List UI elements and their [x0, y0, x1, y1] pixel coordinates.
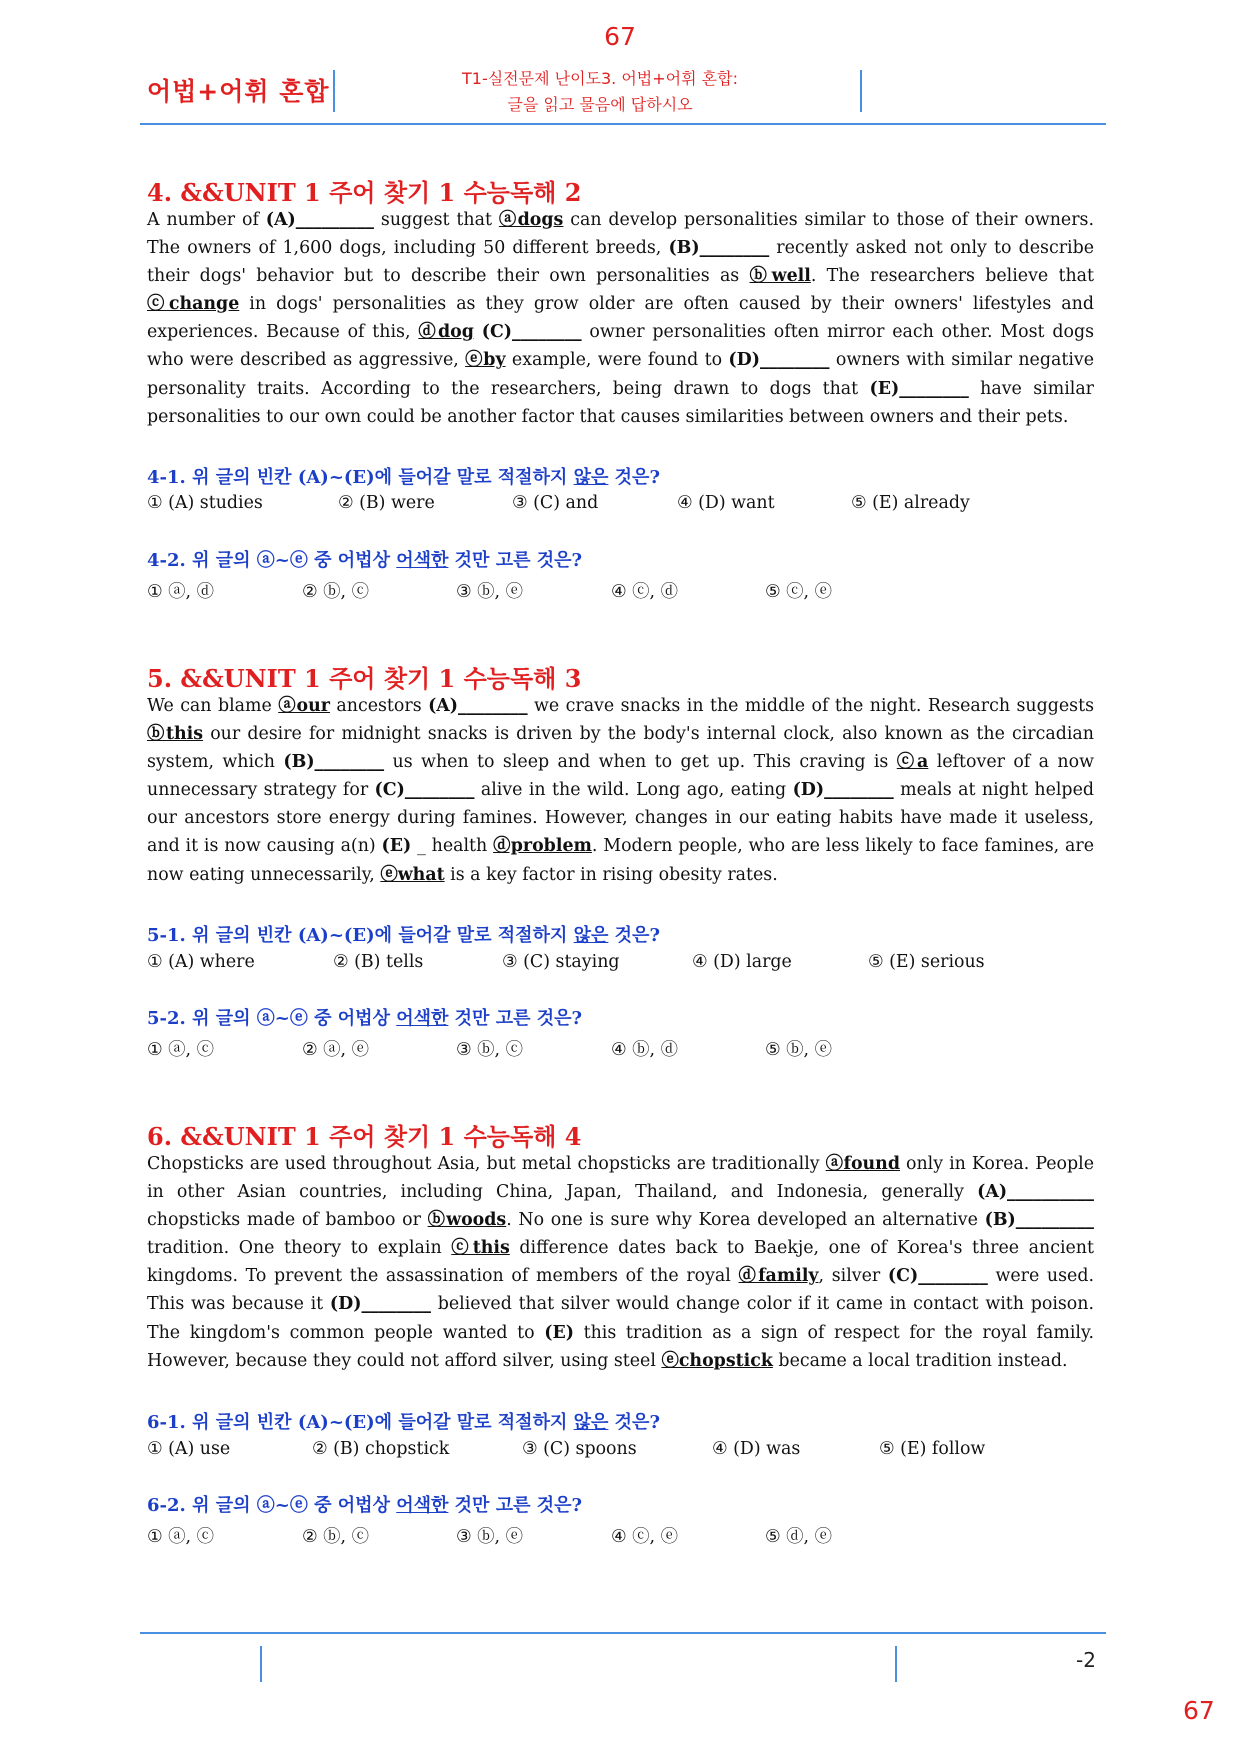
blank-label: (D)________: [728, 350, 830, 371]
question-text-mid: 에 들어갈 말로 적절하지: [374, 925, 574, 946]
question-title: [147, 1491, 582, 1517]
passage-text: Chopsticks are used throughout Asia, but metal chopsticks are traditionally: [147, 1154, 826, 1174]
passage-text: . The researchers believe that: [810, 266, 1094, 287]
header-subtitle-line2: 글을 읽고 물음에 답하시오: [507, 95, 693, 114]
answer-option[interactable]: ③ (C) and: [512, 493, 599, 513]
answer-option[interactable]: ① ⓐ, ⓓ: [147, 582, 214, 602]
question-range: ⓐ~ⓔ: [256, 550, 308, 571]
passage: [147, 692, 1094, 889]
answer-option[interactable]: ① ⓐ, ⓒ: [147, 1040, 214, 1060]
passage: [147, 206, 1094, 431]
grammar-marker: ⓑwell: [749, 266, 811, 287]
question-range: (A)~(E): [297, 467, 375, 488]
section-title: 6. &&UNIT 1 주어 찾기 1 수능독해 4: [147, 1122, 582, 1151]
passage-text: in dogs' personalities as they grow older are often caused by their owners' lifestyles and experiences. Because of this,: [147, 294, 1094, 343]
passage-text: . No one is sure why Korea developed an alternative: [506, 1210, 985, 1231]
passage-text: believed that silver would change color if it came in contact with poison. The kingdom's common people wanted to: [147, 1294, 1095, 1343]
passage-text: meals at night helped our ancestors store energy during famines. However, changes in our eating habits have made it useless, and it is now causing a(n): [147, 780, 1094, 857]
blank-label: (E): [544, 1322, 574, 1343]
answer-option[interactable]: ⑤ (E) serious: [868, 952, 985, 972]
question-text-pre: 위 글의 빈칸: [192, 1412, 298, 1433]
grammar-marker: ⓒa: [896, 752, 929, 773]
footer-page-label: -2: [1076, 1648, 1096, 1672]
answer-option[interactable]: ③ ⓑ, ⓔ: [456, 1527, 523, 1547]
grammar-marker: ⓒchange: [147, 294, 240, 315]
header-divider-left: [333, 70, 335, 112]
blank-label: (D)________: [792, 780, 894, 801]
blank-label: (B)_________: [984, 1210, 1095, 1231]
footer-rule: [140, 1632, 1106, 1634]
passage-text: this tradition as a sign of respect for the royal family. However, because they could not afford silver, using steel: [147, 1322, 1094, 1371]
question-negation: 않은: [573, 1412, 609, 1433]
passage-text: suggest that: [374, 210, 499, 230]
question-text-mid: 중 어법상: [307, 1495, 397, 1516]
question-title: [147, 463, 660, 489]
passage-text: , silver: [818, 1266, 888, 1287]
question-negation: 어색한: [396, 1495, 449, 1516]
grammar-marker: ⓒthis: [451, 1238, 510, 1259]
passage-text: ancestors: [329, 696, 429, 716]
question-negation: 않은: [573, 467, 609, 488]
answer-option[interactable]: ② (B) tells: [333, 952, 424, 972]
question-text-pre: 위 글의: [192, 550, 257, 571]
grammar-marker: ⓔby: [465, 350, 506, 371]
grammar-marker: ⓓproblem: [493, 836, 592, 857]
question-number: 5-2.: [147, 1008, 186, 1029]
answer-option[interactable]: ⑤ (E) already: [851, 493, 970, 513]
passage-text: became a local tradition instead.: [772, 1350, 1068, 1371]
header-divider-right: [860, 70, 862, 112]
blank-label: (C)________: [374, 780, 475, 801]
footer-divider-left: [260, 1646, 262, 1682]
passage-text: . Modern people, who are less likely to face famines, are now eating unnecessarily,: [147, 836, 1095, 885]
passage-text: us when to sleep and when to get up. This craving is: [384, 752, 897, 773]
grammar-marker: ⓔwhat: [380, 864, 445, 885]
blank-label: (B)________: [668, 238, 770, 259]
answer-option[interactable]: ① (A) studies: [147, 493, 263, 513]
answer-option[interactable]: ⑤ ⓒ, ⓔ: [765, 582, 832, 602]
question-number: 4-1.: [147, 467, 186, 488]
answer-option[interactable]: ③ ⓑ, ⓒ: [456, 1040, 523, 1060]
blank-label: (A)________: [428, 696, 528, 716]
question-title: [147, 546, 582, 572]
question-number: 5-1.: [147, 925, 186, 946]
passage-text: alive in the wild. Long ago, eating: [474, 780, 793, 801]
question-title: [147, 921, 660, 947]
question-title: [147, 1004, 582, 1030]
passage-text: can develop personalities similar to those of their owners. The owners of 1,600 dogs, including 50 different breeds,: [147, 210, 1094, 259]
passage-text: leftover of a now unnecessary strategy for: [147, 752, 1094, 801]
blank-label: (B)________: [283, 752, 385, 773]
answer-option[interactable]: ④ (D) want: [677, 493, 775, 513]
passage-text: have similar personalities to our own could be another factor that causes similarities between owners and their pets.: [147, 378, 1094, 427]
header-title: 어법+어휘 혼합: [147, 77, 330, 106]
question-text-post: 것은?: [608, 467, 660, 488]
blank-label: (C)________: [481, 322, 582, 343]
question-text-pre: 위 글의 빈칸: [192, 467, 298, 488]
question-text-post: 것만 고른 것은?: [448, 1495, 583, 1516]
blank-label: (D)________: [329, 1294, 432, 1315]
grammar-marker: ⓓdog: [418, 322, 474, 343]
passage-text: is a key factor in rising obesity rates.: [444, 864, 778, 885]
passage-text: our desire for midnight snacks is driven by the body's internal clock, also known as the circadian system, which: [147, 724, 1094, 773]
question-text-mid: 중 어법상: [307, 550, 397, 571]
answer-option[interactable]: ③ ⓑ, ⓔ: [456, 582, 523, 602]
answer-option[interactable]: ① (A) use: [147, 1439, 231, 1459]
question-negation: 어색한: [396, 550, 449, 571]
grammar-marker: ⓑthis: [147, 724, 204, 745]
blank-label: (A)__________: [977, 1182, 1094, 1203]
question-number: 6-2.: [147, 1495, 186, 1516]
answer-option[interactable]: ② (B) were: [338, 493, 435, 513]
grammar-marker: ⓑwoods: [427, 1210, 507, 1231]
answer-option[interactable]: ④ (D) large: [692, 952, 792, 972]
grammar-marker: ⓐour: [278, 696, 330, 716]
header-subtitle: [338, 66, 862, 118]
question-range: (A)~(E): [297, 925, 375, 946]
passage-text: recently asked not only to describe their dogs' behavior but to describe their own personalities as: [147, 238, 1094, 287]
passage-text: A number of: [147, 210, 266, 230]
grammar-marker: ⓔchopstick: [661, 1350, 773, 1371]
passage-text: tradition. One theory to explain: [147, 1238, 452, 1259]
question-text-post: 것만 고른 것은?: [448, 1008, 583, 1029]
question-text-post: 것은?: [608, 925, 660, 946]
passage-text: owner personalities often mirror each other. Most dogs who were described as aggressive,: [147, 322, 1095, 371]
passage-text: only in Korea. People in other Asian countries, including China, Japan, Thailand, and Indonesia, generally: [147, 1154, 1095, 1203]
question-text-mid: 에 들어갈 말로 적절하지: [374, 467, 574, 488]
passage-text: we crave snacks in the middle of the night. Research suggests: [527, 696, 1095, 716]
answer-option[interactable]: ② ⓑ, ⓒ: [302, 1527, 369, 1547]
question-negation: 않은: [573, 925, 609, 946]
answer-option[interactable]: ⑤ ⓓ, ⓔ: [765, 1527, 832, 1547]
grammar-marker: ⓐfound: [825, 1154, 900, 1174]
answer-option[interactable]: ⑤ ⓑ, ⓔ: [765, 1040, 832, 1060]
answer-option[interactable]: ③ (C) staying: [502, 952, 620, 972]
passage-text: difference dates back to Baekje, one of Korea's three ancient kingdoms. To prevent the assassination of members of the royal: [147, 1238, 1094, 1287]
page-number-bottom: 67: [1183, 1696, 1215, 1725]
passage-text: owners with similar negative personality traits. According to the researchers, being drawn to dogs that: [147, 350, 1095, 399]
answer-option[interactable]: ④ ⓑ, ⓓ: [611, 1040, 678, 1060]
blank-label: (E)________: [869, 378, 969, 399]
blank-label: (A)_________: [265, 210, 375, 230]
question-title: [147, 1408, 660, 1434]
grammar-marker: ⓐdogs: [498, 210, 564, 230]
answer-option[interactable]: ② ⓐ, ⓔ: [302, 1040, 369, 1060]
blank-label: (C)________: [887, 1266, 988, 1287]
question-number: 4-2.: [147, 550, 186, 571]
answer-option[interactable]: ③ (C) spoons: [522, 1439, 637, 1459]
answer-option[interactable]: ④ (D) was: [712, 1439, 801, 1459]
question-range: ⓐ~ⓔ: [256, 1008, 308, 1029]
answer-option[interactable]: ④ ⓒ, ⓔ: [611, 1527, 678, 1547]
question-negation: 어색한: [396, 1008, 449, 1029]
passage-text: We can blame: [147, 696, 279, 716]
passage-text: [474, 322, 482, 342]
grammar-marker: ⓓfamily: [738, 1266, 819, 1287]
question-text-post: 것만 고른 것은?: [448, 550, 583, 571]
passage: [147, 1150, 1094, 1375]
section-title: 5. &&UNIT 1 주어 찾기 1 수능독해 3: [147, 664, 582, 693]
answer-option[interactable]: ① ⓐ, ⓒ: [147, 1527, 214, 1547]
answer-option[interactable]: ④ ⓒ, ⓓ: [611, 582, 678, 602]
question-range: ⓐ~ⓔ: [256, 1495, 308, 1516]
page-number-top: 67: [604, 22, 636, 51]
header-rule: [140, 123, 1106, 125]
answer-option[interactable]: ② (B) chopstick: [312, 1439, 450, 1459]
question-text-pre: 위 글의 빈칸: [192, 925, 298, 946]
question-number: 6-1.: [147, 1412, 186, 1433]
question-text-mid: 에 들어갈 말로 적절하지: [374, 1412, 574, 1433]
section-title: 4. &&UNIT 1 주어 찾기 1 수능독해 2: [147, 178, 582, 207]
answer-option[interactable]: ② ⓑ, ⓒ: [302, 582, 369, 602]
passage-text: _ health: [411, 836, 494, 857]
blank-label: (E): [381, 836, 412, 857]
question-text-pre: 위 글의: [192, 1008, 257, 1029]
passage-text: example, were found to: [505, 350, 729, 371]
question-text-mid: 중 어법상: [307, 1008, 397, 1029]
question-text-pre: 위 글의: [192, 1495, 257, 1516]
answer-option[interactable]: ① (A) where: [147, 952, 255, 972]
question-range: (A)~(E): [297, 1412, 375, 1433]
header-subtitle-line1: T1-실전문제 난이도3. 어법+어휘 혼합:: [462, 69, 738, 88]
answer-option[interactable]: ⑤ (E) follow: [879, 1439, 986, 1459]
passage-text: chopsticks made of bamboo or: [147, 1210, 428, 1231]
footer-divider-right: [895, 1646, 897, 1682]
question-text-post: 것은?: [608, 1412, 660, 1433]
passage-text: were used. This was because it: [147, 1266, 1094, 1315]
